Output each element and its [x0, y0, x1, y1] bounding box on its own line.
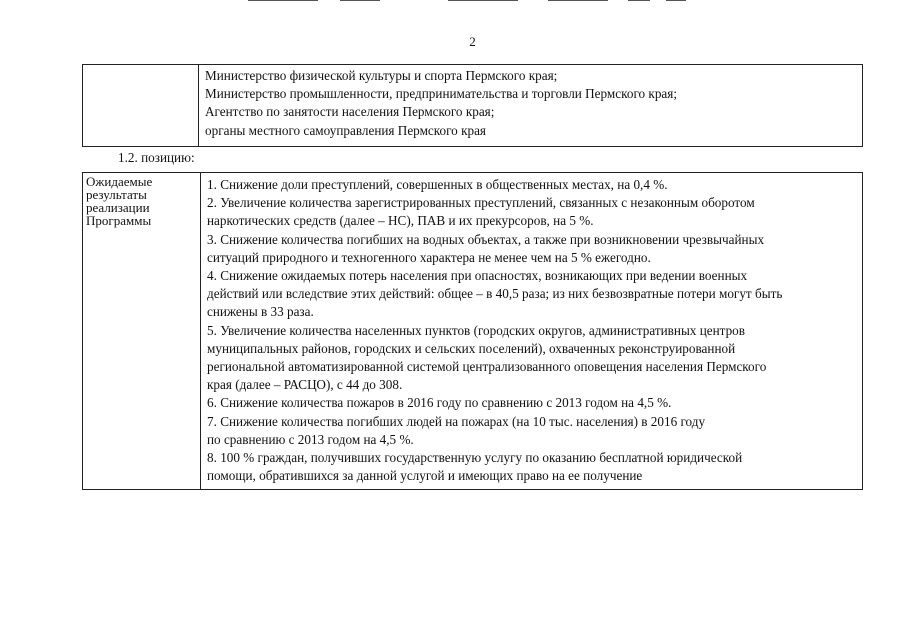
text-line: 3. Снижение количества погибших на водных объектах, а также при возникновении чрезвычайных: [207, 231, 765, 247]
expected-results-table: [82, 172, 863, 490]
table-row: [83, 65, 863, 147]
section-position-label: 1.2. позицию:: [118, 150, 195, 165]
scan-artifact-line: [448, 0, 518, 1]
text-line: края (далее – РАСЦО), с 44 до 308.: [207, 377, 403, 393]
table-row: [83, 173, 863, 490]
table-label-cell: [83, 65, 199, 147]
text-line: 6. Снижение количества пожаров в 2016 году по сравнению с 2013 годом на 4,5 %.: [207, 395, 672, 411]
text-line: наркотических средств (далее – НС), ПАВ и их прекурсоров, на 5 %.: [207, 213, 594, 229]
scan-artifact-line: [628, 0, 650, 1]
text-line: 8. 100 % граждан, получивших государственную услугу по оказанию бесплатной юридической: [207, 450, 743, 466]
scan-artifact-line: [340, 0, 380, 1]
table-content-cell: [201, 173, 863, 490]
text-line: муниципальных районов, городских и сельских поселений), охваченных реконструированной: [207, 340, 736, 356]
text-line: Министерство промышленности, предпринимательства и торговли Пермского края;: [205, 86, 678, 102]
text-line: снижены в 33 раза.: [207, 304, 314, 320]
text-line: региональной автоматизированной системой централизованного оповещения населения Пермского: [207, 359, 767, 375]
responsible-executors-table: [82, 64, 863, 147]
text-line: действий или вследствие этих действий: общее – в 40,5 раза; из них безвозвратные потери могут быть: [207, 286, 783, 302]
label-line: реализации: [86, 200, 150, 215]
text-line: 2. Увеличение количества зарегистрированных преступлений, связанных с незаконным оборотом: [207, 195, 755, 211]
scan-artifact-line: [666, 0, 686, 1]
table-label-cell: [83, 173, 201, 490]
page-number: 2: [469, 34, 476, 49]
text-line: 1. Снижение доли преступлений, совершенных в общественных местах, на 0,4 %.: [207, 177, 668, 192]
scan-artifact-line: [548, 0, 608, 1]
text-line: органы местного самоуправления Пермского края: [205, 122, 486, 138]
text-line: Агентство по занятости населения Пермского края;: [205, 104, 495, 120]
text-line: ситуаций природного и техногенного характера не менее чем на 5 % ежегодно.: [207, 249, 651, 265]
label-line: результаты: [86, 187, 147, 202]
text-line: 7. Снижение количества погибших людей на пожарах (на 10 тыс. населения) в 2016 году: [207, 413, 706, 429]
label-line: Программы: [86, 213, 152, 228]
label-line: Ожидаемые: [86, 174, 153, 189]
text-line: помощи, обратившихся за данной услугой и имеющих право на ее получение: [207, 468, 643, 484]
text-line: Министерство физической культуры и спорта Пермского края;: [205, 68, 558, 83]
table-content-cell: [199, 65, 863, 147]
text-line: по сравнению с 2013 годом на 4,5 %.: [207, 431, 414, 447]
text-line: 4. Снижение ожидаемых потерь населения при опасностях, возникающих при ведении военных: [207, 268, 748, 284]
text-line: 5. Увеличение количества населенных пунктов (городских округов, административных центров: [207, 322, 746, 338]
scan-artifact-line: [248, 0, 318, 1]
